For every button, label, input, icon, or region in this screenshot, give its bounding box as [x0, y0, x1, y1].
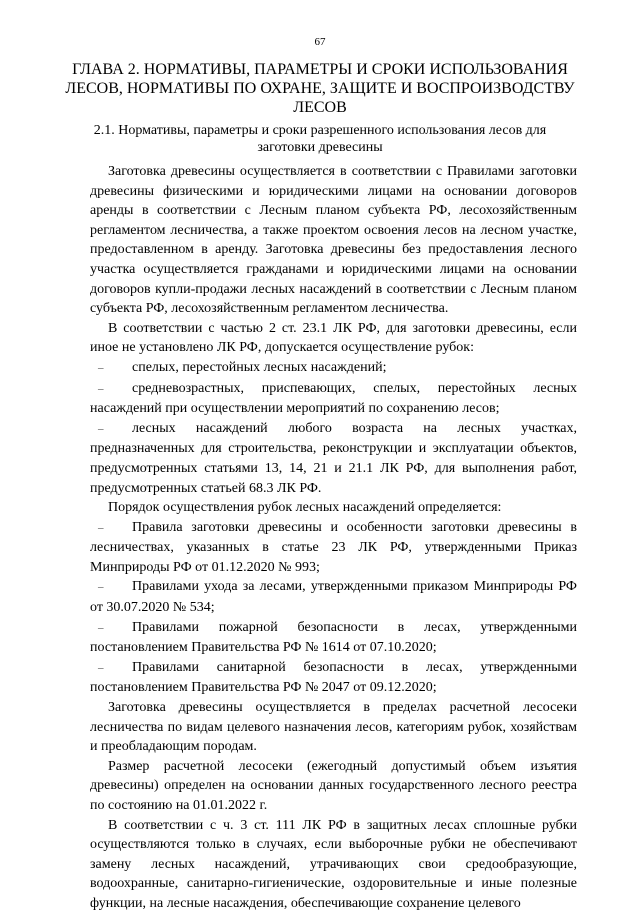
dash-marker: – — [98, 382, 104, 395]
dash-marker: – — [98, 422, 104, 435]
list-item-text: спелых, перестойных лесных насаждений; — [132, 359, 387, 375]
list-item — [90, 577, 577, 617]
paragraph: Заготовка древесины осуществляется в пределах расчетной лесосеки лесничества по видам целевого назначения лесов, категориям рубок, хозяйствам и преобладающим породам. — [90, 700, 577, 755]
dash-marker: – — [98, 361, 104, 374]
list-item-text: Правилами пожарной безопасности в лесах, утвержденными постановлением Правительства РФ № 1614 от 07.10.2020; — [90, 619, 577, 656]
section-title: 2.1. Нормативы, параметры и сроки разрешенного использования лесов для заготовки древесины — [93, 123, 547, 155]
dash-marker: – — [98, 661, 104, 674]
document-body — [90, 162, 577, 914]
paragraph: Порядок осуществления рубок лесных насаждений определяется: — [108, 500, 502, 516]
list-item — [90, 658, 577, 698]
paragraph: Размер расчетной лесосеки (ежегодный допустимый объем изъятия древесины) определен на основании данных государственного лесного реестра по состоянию на 01.01.2022 г. — [90, 758, 577, 813]
dash-marker: – — [98, 581, 104, 594]
list-item — [90, 419, 577, 498]
paragraph: В соответствии с ч. 3 ст. 111 ЛК РФ в защитных лесах сплошные рубки осуществляются только в случаях, если выборочные рубки не обеспечивают замену лесных насаждений, утрачивающих свои средообразующие, водоохранные, санитарно-гигиенические, оздоровительные и иные полезные функции, на лесные насаждения, обеспечивающие сохранение целевого — [90, 817, 577, 911]
list-item-text: лесных насаждений любого возраста на лесных участках, предназначенных для строительства, реконструкции и эксплуатации объектов, предусмотренных статьями 13, 14, 21 и 21.1 ЛК РФ, для выполнения работ, предусмотренных статьей 68.3 ЛК РФ. — [90, 420, 577, 496]
list-item — [90, 358, 577, 379]
list-item — [90, 518, 577, 578]
dash-marker: – — [98, 521, 104, 534]
list-item — [90, 618, 577, 658]
list-item-text: Правилами санитарной безопасности в лесах, утвержденными постановлением Правительства РФ № 2047 от 09.12.2020; — [90, 659, 577, 696]
page-number: 67 — [314, 36, 326, 48]
paragraph: В соответствии с частью 2 ст. 23.1 ЛК РФ, для заготовки древесины, если иное не установлено ЛК РФ, допускается осуществление рубок: — [90, 320, 577, 356]
list-item-text: средневозрастных, приспевающих, спелых, перестойных лесных насаждений при осуществлении мероприятий по сохранению лесов; — [90, 380, 577, 417]
chapter-title: ГЛАВА 2. НОРМАТИВЫ, ПАРАМЕТРЫ И СРОКИ ИСПОЛЬЗОВАНИЯ ЛЕСОВ, НОРМАТИВЫ ПО ОХРАНЕ, ЗАЩИТЕ И ВОСПРОИЗВОДСТВУ ЛЕСОВ — [65, 61, 575, 116]
list-item-text: Правила заготовки древесины и особенности заготовки древесины в лесничествах, указанных в статье 23 ЛК РФ, утвержденными Приказ Минприроды РФ от 01.12.2020 № 993; — [90, 519, 577, 575]
dash-marker: – — [98, 621, 104, 634]
list-item-text: Правилами ухода за лесами, утвержденными приказом Минприроды РФ от 30.07.2020 № 534; — [90, 579, 577, 616]
paragraph: Заготовка древесины осуществляется в соответствии с Правилами заготовки древесины физическими и юридическими лицами на основании договоров аренды в соответствии с Лесным планом субъекта РФ, лесохозяйственным регламентом лесничества, а также проектом освоения лесов на лесном участке, предоставленном в аренду. Заготовка древесины без предоставления лесного участка осуществляется гражданами и юридическими лицами на основании договоров купли-продажи лесных насаждений в соответствии с Лесным планом субъекта РФ, лесохозяйственным регламентом лесничества. — [90, 164, 577, 317]
list-item — [90, 379, 577, 419]
